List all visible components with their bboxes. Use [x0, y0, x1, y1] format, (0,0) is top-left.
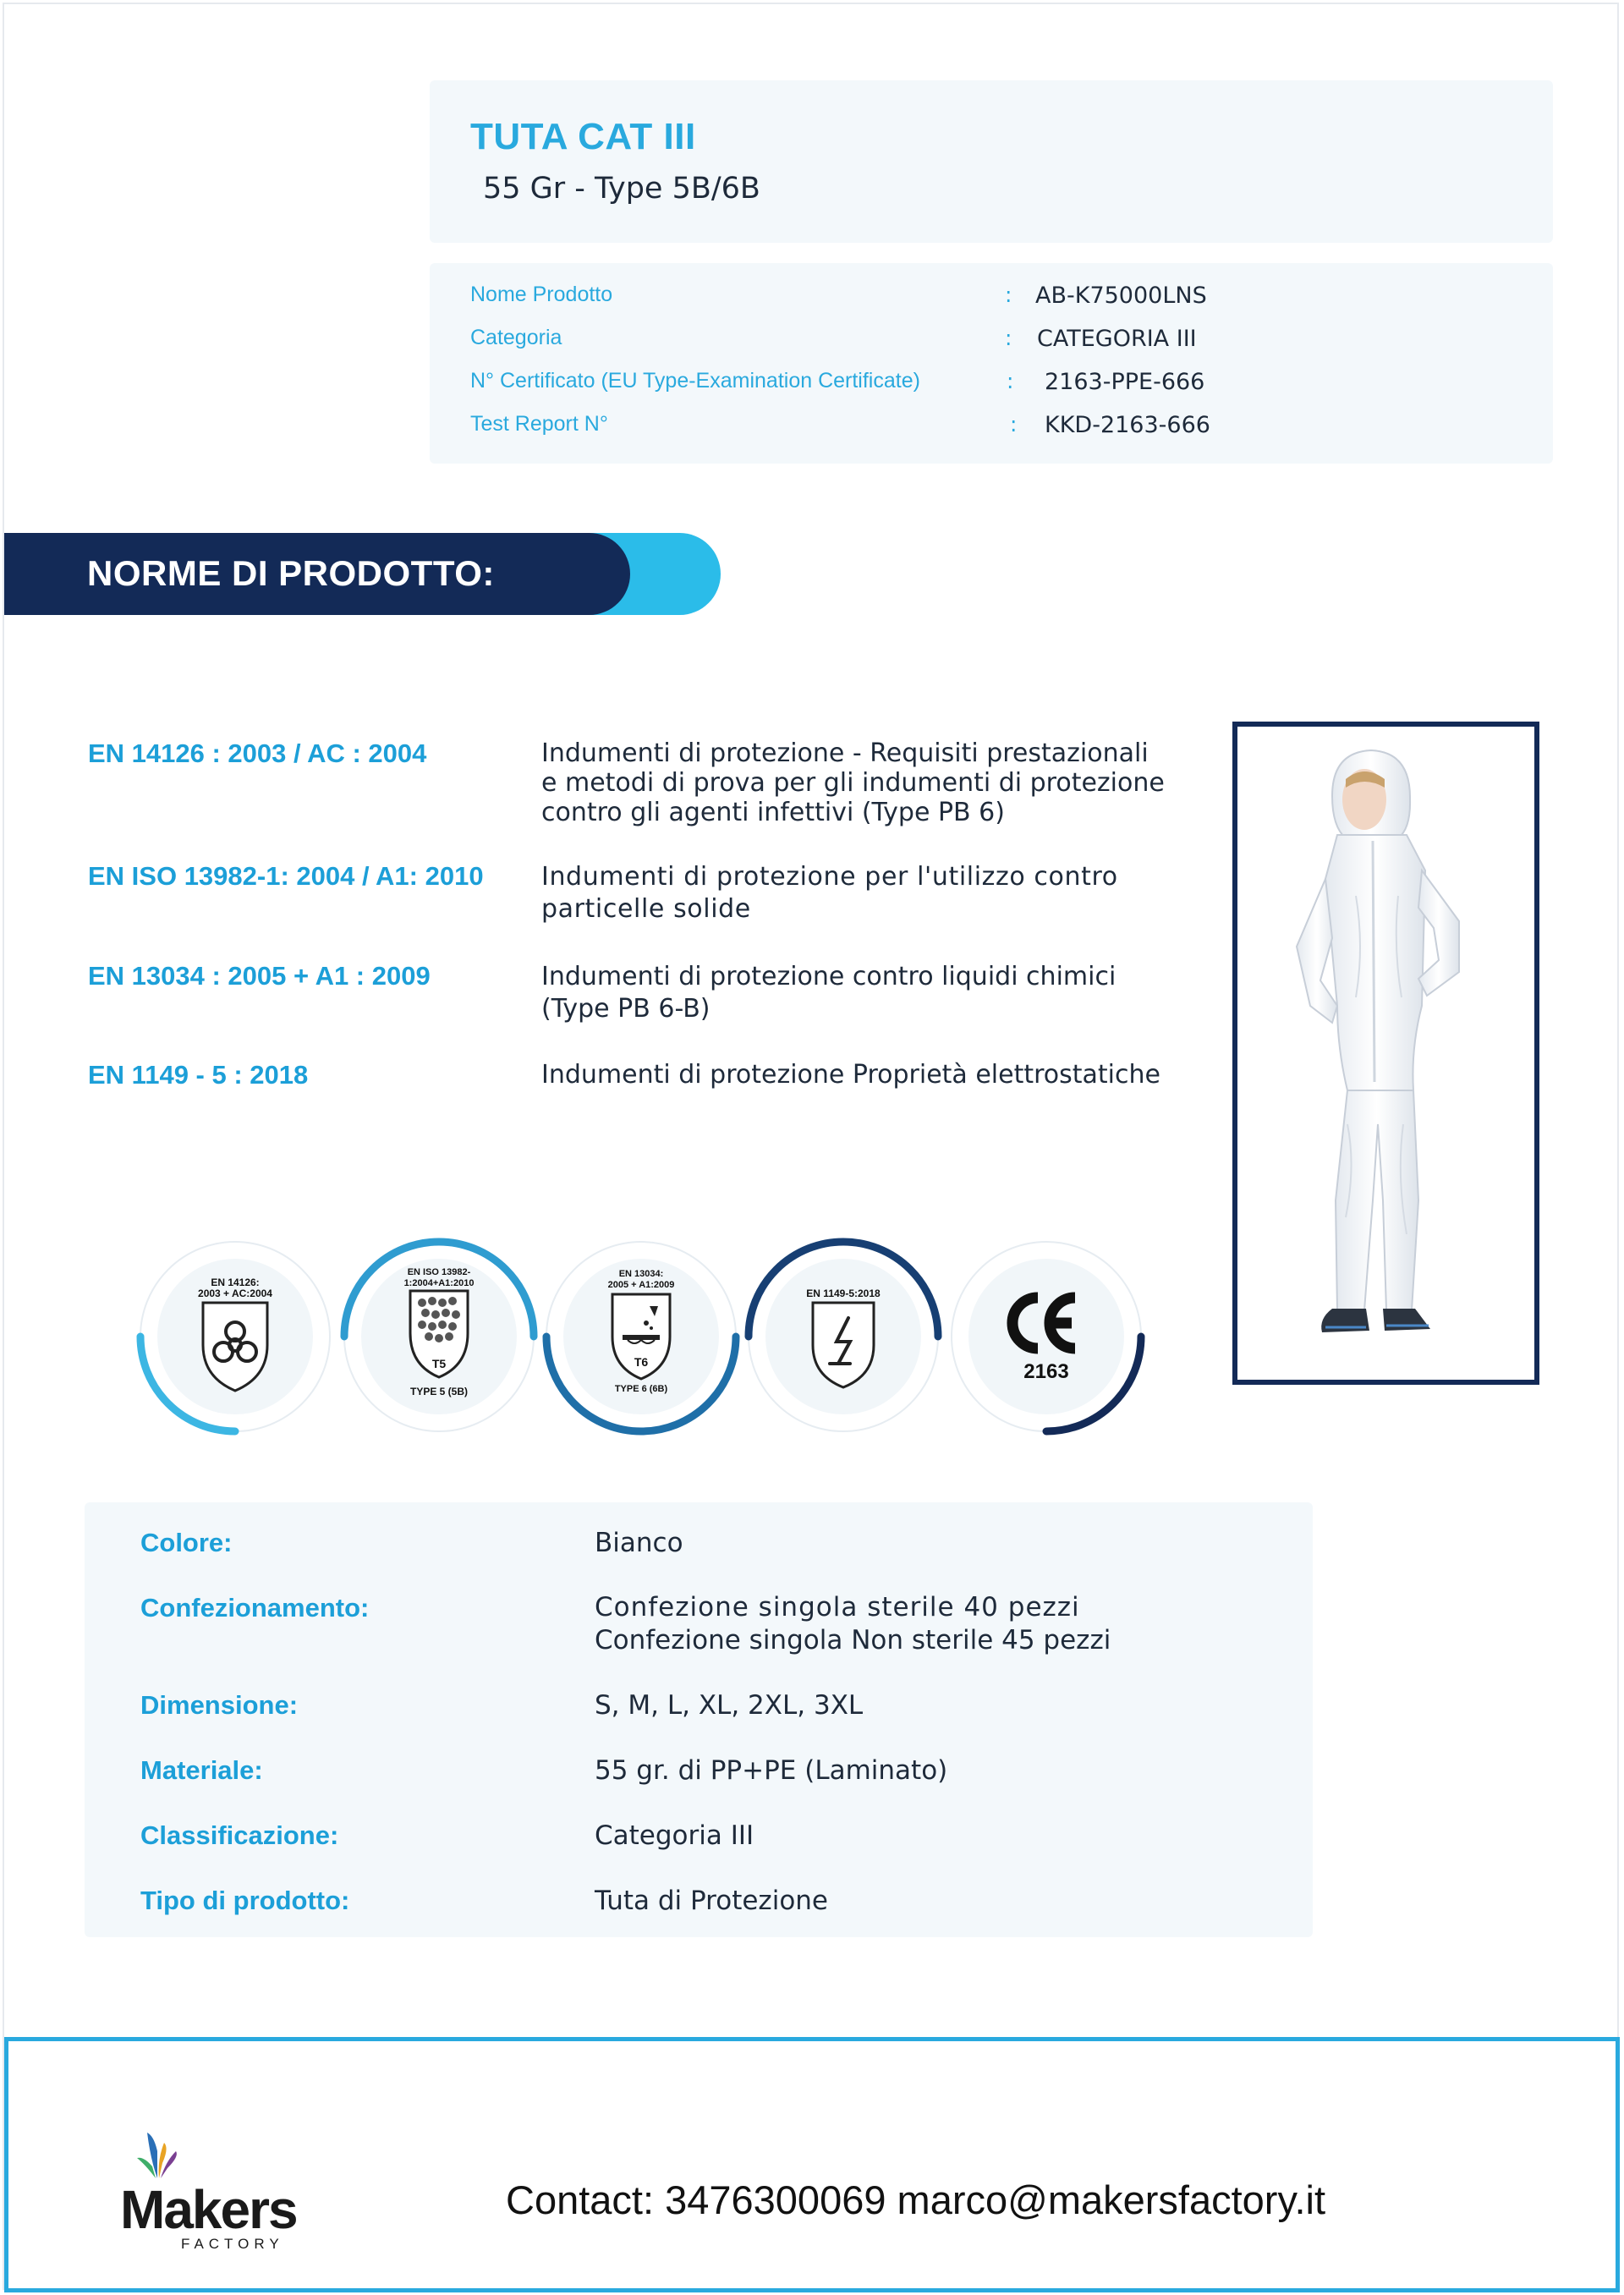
product-header: [430, 80, 1553, 243]
detail-label: Classificazione:: [140, 1820, 339, 1850]
notified-body-number: 2163: [1023, 1360, 1069, 1383]
coverall-illustration: [1237, 727, 1534, 1380]
detail-value: Confezione singola sterile 40 pezzi: [595, 1592, 1080, 1622]
info-label: N° Certificato (EU Type-Examination Certificate): [470, 369, 920, 393]
standard-description: Indumenti di protezione contro liquidi chimici (Type PB 6-B): [541, 962, 1116, 1024]
footer: [4, 2037, 1620, 2292]
badge-type: TYPE 6 (6B): [614, 1384, 668, 1394]
info-label: Categoria: [470, 326, 562, 349]
info-value: KKD-2163-666: [1045, 412, 1210, 438]
info-separator: :: [1010, 412, 1018, 436]
info-row-test-report: [430, 412, 1553, 446]
info-row-name: [430, 283, 1553, 316]
badge-en-iso-13982: [337, 1235, 540, 1438]
product-details: [85, 1502, 1313, 1937]
detail-value: Tuta di Protezione: [595, 1886, 829, 1916]
section-title: NORME DI PRODOTTO:: [87, 553, 495, 593]
badge-label: EN ISO 13982- 1:2004+A1:2010: [403, 1267, 475, 1288]
standard-code: EN 1149 - 5 : 2018: [88, 1060, 309, 1090]
badge-label: EN 1149-5:2018: [806, 1288, 881, 1299]
standard-description: Indumenti di protezione per l'utilizzo contro particelle solide: [541, 862, 1118, 924]
info-value: CATEGORIA III: [1037, 326, 1197, 352]
badge-en13034: [540, 1235, 743, 1438]
makers-factory-logo: [120, 2126, 306, 2261]
detail-value: Bianco: [595, 1528, 683, 1558]
info-row-category: [430, 326, 1553, 360]
info-label: Nome Prodotto: [470, 283, 613, 306]
badge-mark: T5: [431, 1357, 447, 1370]
info-separator: :: [1007, 369, 1014, 393]
badge-en1149: [742, 1235, 945, 1438]
detail-label: Colore:: [140, 1528, 233, 1557]
detail-value: Confezione singola Non sterile 45 pezzi: [595, 1625, 1111, 1655]
standard-description: Indumenti di protezione Proprietà elettrostatiche: [541, 1060, 1160, 1090]
section-banner: [4, 533, 630, 615]
info-value: 2163-PPE-666: [1045, 369, 1205, 395]
logo-brush-icon: [120, 2126, 306, 2185]
info-separator: :: [1005, 283, 1012, 307]
badge-label: EN 13034: 2005 + A1:2009: [607, 1269, 675, 1290]
product-info: [430, 263, 1553, 464]
product-subtitle: 55 Gr - Type 5B/6B: [483, 172, 760, 206]
logo-subword: FACTORY: [181, 2236, 284, 2252]
detail-value: Categoria III: [595, 1820, 754, 1851]
detail-value: S, M, L, XL, 2XL, 3XL: [595, 1690, 864, 1721]
standard-description: Indumenti di protezione - Requisiti prestazionali e metodi di prova per gli indumenti di protezione contro gli agenti infettivi (Type PB 6): [541, 738, 1165, 827]
badge-type: TYPE 5 (5B): [409, 1386, 468, 1397]
standard-code: EN ISO 13982-1: 2004 / A1: 2010: [88, 861, 484, 891]
product-title: TUTA CAT III: [470, 116, 696, 157]
detail-label: Confezionamento:: [140, 1593, 370, 1622]
info-value: AB-K75000LNS: [1035, 283, 1207, 309]
standard-code: EN 13034 : 2005 + A1 : 2009: [88, 961, 431, 991]
detail-label: Dimensione:: [140, 1690, 299, 1720]
badge-en14126: [134, 1235, 337, 1438]
product-photo: [1232, 722, 1539, 1385]
detail-value: 55 gr. di PP+PE (Laminato): [595, 1755, 948, 1786]
badge-label: EN 14126: 2003 + AC:2004: [198, 1277, 272, 1299]
info-separator: :: [1005, 326, 1012, 350]
info-row-certificate: [430, 369, 1553, 403]
detail-label: Tipo di prodotto:: [140, 1886, 350, 1915]
info-label: Test Report N°: [470, 412, 608, 436]
badge-mark: T6: [634, 1355, 649, 1369]
detail-label: Materiale:: [140, 1755, 263, 1785]
contact-info: Contact: 3476300069 marco@makersfactory.it: [506, 2177, 1326, 2222]
badge-ce: [945, 1235, 1148, 1438]
logo-word: Makers: [120, 2179, 297, 2240]
standard-code: EN 14126 : 2003 / AC : 2004: [88, 738, 427, 768]
